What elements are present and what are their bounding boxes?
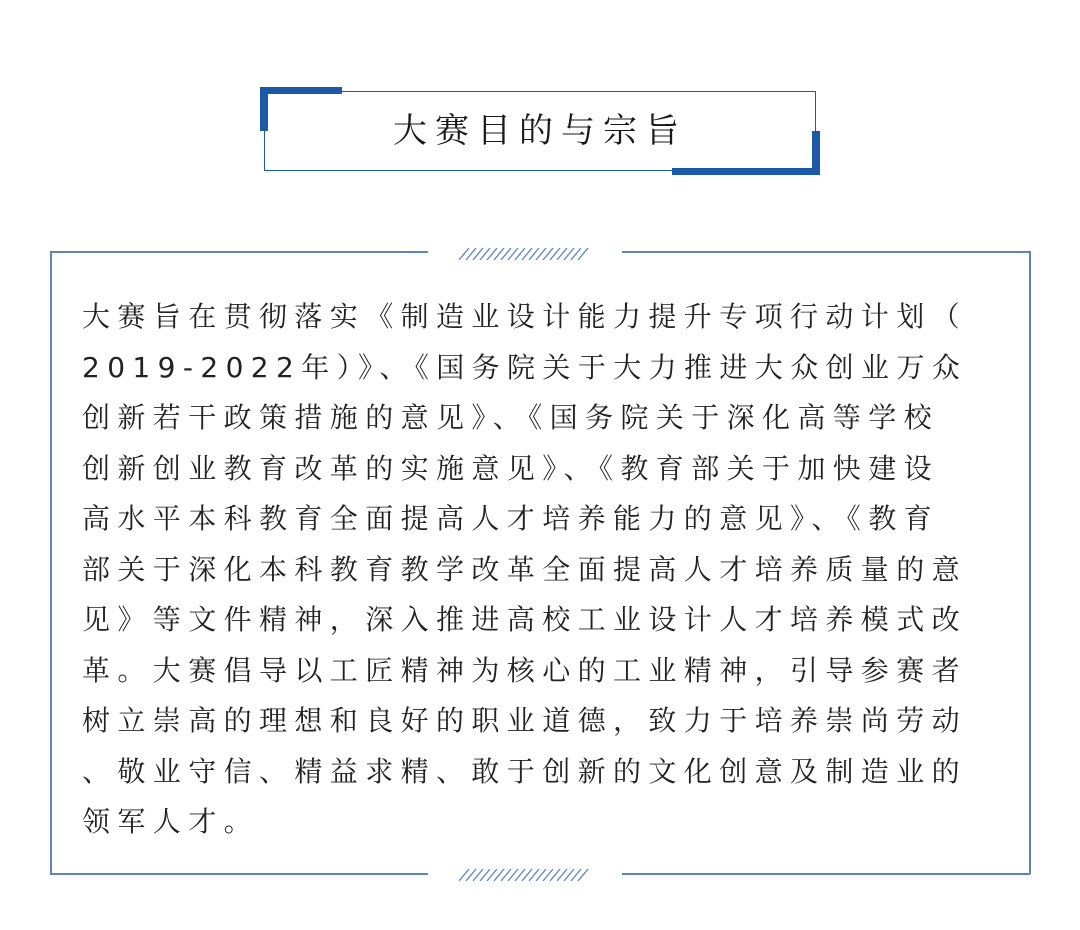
frame-top-right [622, 251, 1030, 253]
paragraph-line: 、敬业守信、精益求精、敢于创新的文化创意及制造业的 [82, 754, 968, 788]
paragraph-line: 创新若干政策措施的意见》、《国务院关于深化高等学校 [82, 401, 940, 434]
paragraph-line: 革。大赛倡导以工匠精神为核心的工业精神，引导参赛者 [82, 653, 968, 687]
frame-left [50, 251, 52, 874]
frame-top-left [50, 251, 428, 253]
paragraph-line: 部关于深化本科教育教学改革全面提高人才培养质量的意 [82, 552, 968, 586]
paragraph-line: 高水平本科教育全面提高人才培养能力的意见》、《教育 [82, 502, 940, 535]
frame-bottom-right [622, 873, 1030, 875]
body-paragraph [82, 292, 994, 848]
paragraph-line: 领军人才。 [82, 805, 260, 838]
paragraph-line: 大赛旨在贯彻落实《制造业设计能力提升专项行动计划（ [82, 300, 968, 333]
hatch-bottom-decoration [459, 869, 589, 881]
paragraph-line: 见》等文件精神，深入推进高校工业设计人才培养模式改 [82, 603, 968, 636]
paragraph-line: 创新创业教育改革的实施意见》、《教育部关于加快建设 [82, 451, 940, 485]
paragraph-line: 2019-2022年）》、《国务院关于大力推进大众创业万众 [82, 350, 968, 384]
paragraph-line: 树立崇高的理想和良好的职业道德，致力于培养崇尚劳动 [82, 704, 968, 737]
frame-right [1029, 251, 1031, 874]
page-title: 大赛目的与宗旨 [393, 111, 687, 151]
frame-bottom-left [50, 873, 428, 875]
hatch-top-decoration [459, 248, 589, 260]
